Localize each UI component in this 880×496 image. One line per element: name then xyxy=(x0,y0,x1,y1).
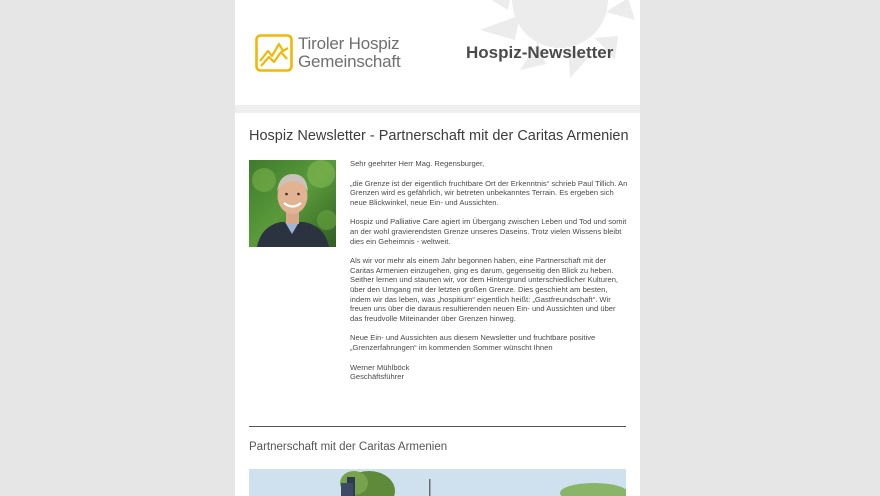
editorial-letter xyxy=(350,159,628,382)
logo-line-2: Gemeinschaft xyxy=(298,52,401,71)
signature-role: Geschäftsführer xyxy=(350,372,405,382)
logo-line-1: Tiroler Hospiz xyxy=(298,34,400,53)
letter-paragraph: Hospiz und Palliative Care agiert im Übergang zwischen Leben und Tod und somit an der wohl gravierendsten Grenze unseres Daseins. Trotz vielen Wissens bleibt dies ein Geheimnis - weltweit. xyxy=(350,217,627,246)
brand-logo[interactable] xyxy=(255,34,400,72)
header-divider-band xyxy=(235,105,640,113)
signature-name: Werner Mühlböck xyxy=(350,362,410,372)
letter-paragraph: Als wir vor mehr als einem Jahr begonnen haben, eine Partnerschaft mit der Caritas Armenien einzugehen, ging es darum, gegenseitig den Blick zu heben. Seither lernen und staunen wir, vor dem Hintergrund unterschiedlicher Kulturen, über den Umgang mit der letzten großen Grenze. Dies geschieht am besten, indem wir das leben, was „hospitium“ eigentlich heißt: „Gastfreundschaft“. Wir freuen uns über die daraus resultierenden neuen Ein- und Aussichten und über das freudvolle Miteinander über Grenzen hinweg. xyxy=(350,256,619,323)
section-divider xyxy=(249,426,626,427)
section-headline: Partnerschaft mit der Caritas Armenien xyxy=(249,441,448,453)
letter-signature xyxy=(350,363,628,382)
newsletter-sheet xyxy=(235,0,640,496)
section-photo xyxy=(249,469,626,496)
letter-salutation: Sehr geehrter Herr Mag. Regensburger, xyxy=(350,159,485,168)
logo-wordmark xyxy=(298,35,400,71)
article-headline: Hospiz Newsletter - Partnerschaft mit der Caritas Armenien xyxy=(249,128,629,144)
tiroler-hospiz-logo-icon xyxy=(255,34,293,72)
newsletter-header xyxy=(235,0,640,105)
letter-closing: Neue Ein- und Aussichten aus diesem Newsletter und fruchtbare positive „Grenzerfahrungen“ im kommenden Sommer wünscht Ihnen xyxy=(350,333,596,352)
author-portrait xyxy=(249,160,336,247)
letter-paragraph: „die Grenze ist der eigentlich fruchtbare Ort der Erkenntnis“ schrieb Paul Tillich. An Grenzen wird es gefährlich, wir betreten unbekanntes Terrain. Es ergeben sich neue Blickwinkel, neue Ein- und Aussichten. xyxy=(350,178,628,207)
newsletter-title: Hospiz-Newsletter xyxy=(466,43,614,62)
